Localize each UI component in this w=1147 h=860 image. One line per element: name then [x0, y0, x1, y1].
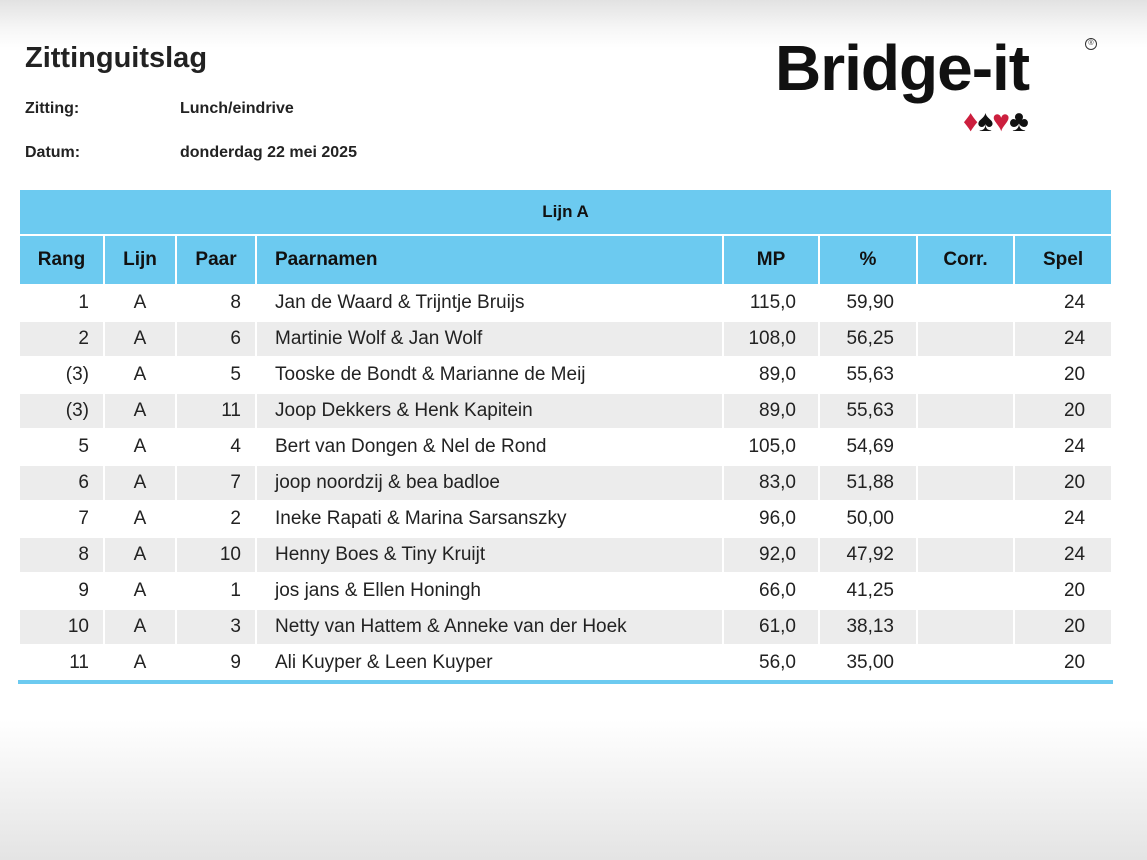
cell-paarnamen: Tooske de Bondt & Marianne de Meij — [256, 357, 723, 393]
card-suits — [963, 104, 1028, 140]
cell-corr — [917, 393, 1014, 429]
cell-spel: 20 — [1014, 573, 1112, 609]
cell-spel: 20 — [1014, 645, 1112, 682]
cell-rang: 1 — [19, 285, 104, 321]
table-row — [19, 537, 1112, 573]
cell-corr — [917, 501, 1014, 537]
table-row — [19, 609, 1112, 645]
cell-percent: 54,69 — [819, 429, 917, 465]
date-label: Datum: — [25, 144, 81, 161]
club-icon: ♣ — [1009, 105, 1028, 138]
cell-rang: (3) — [19, 357, 104, 393]
col-header-lijn: Lijn — [104, 235, 176, 285]
cell-corr — [917, 645, 1014, 682]
table-row — [19, 429, 1112, 465]
cell-mp: 115,0 — [723, 285, 819, 321]
cell-rang: 8 — [19, 537, 104, 573]
cell-corr — [917, 285, 1014, 321]
registered-mark: ® — [1085, 38, 1097, 50]
cell-rang: 7 — [19, 501, 104, 537]
cell-rang: 5 — [19, 429, 104, 465]
cell-paar: 7 — [176, 465, 256, 501]
cell-paarnamen: Joop Dekkers & Henk Kapitein — [256, 393, 723, 429]
cell-spel: 20 — [1014, 609, 1112, 645]
cell-paar: 6 — [176, 321, 256, 357]
cell-mp: 92,0 — [723, 537, 819, 573]
cell-lijn: A — [104, 573, 176, 609]
cell-mp: 108,0 — [723, 321, 819, 357]
cell-paarnamen: Henny Boes & Tiny Kruijt — [256, 537, 723, 573]
results-body — [19, 285, 1112, 682]
table-row — [19, 285, 1112, 321]
cell-paarnamen: Bert van Dongen & Nel de Rond — [256, 429, 723, 465]
cell-paar: 9 — [176, 645, 256, 682]
cell-percent: 51,88 — [819, 465, 917, 501]
cell-mp: 105,0 — [723, 429, 819, 465]
cell-lijn: A — [104, 645, 176, 682]
cell-mp: 89,0 — [723, 357, 819, 393]
cell-rang: 9 — [19, 573, 104, 609]
diamond-icon: ♦ — [963, 105, 978, 138]
cell-spel: 20 — [1014, 393, 1112, 429]
cell-mp: 96,0 — [723, 501, 819, 537]
cell-spel: 24 — [1014, 429, 1112, 465]
col-header-spel: Spel — [1014, 235, 1112, 285]
cell-paarnamen: Martinie Wolf & Jan Wolf — [256, 321, 723, 357]
cell-lijn: A — [104, 285, 176, 321]
cell-spel: 24 — [1014, 537, 1112, 573]
line-title: Lijn A — [19, 189, 1112, 235]
cell-rang: 11 — [19, 645, 104, 682]
cell-mp: 56,0 — [723, 645, 819, 682]
col-header-paar: Paar — [176, 235, 256, 285]
cell-percent: 47,92 — [819, 537, 917, 573]
cell-rang: (3) — [19, 393, 104, 429]
cell-spel: 20 — [1014, 465, 1112, 501]
table-row — [19, 357, 1112, 393]
cell-paar: 8 — [176, 285, 256, 321]
session-label: Zitting: — [25, 100, 80, 117]
cell-paarnamen: Netty van Hattem & Anneke van der Hoek — [256, 609, 723, 645]
cell-percent: 38,13 — [819, 609, 917, 645]
cell-corr — [917, 573, 1014, 609]
cell-corr — [917, 465, 1014, 501]
cell-percent: 35,00 — [819, 645, 917, 682]
table-row — [19, 465, 1112, 501]
cell-mp: 61,0 — [723, 609, 819, 645]
cell-rang: 6 — [19, 465, 104, 501]
cell-spel: 24 — [1014, 501, 1112, 537]
results-table — [18, 188, 1113, 684]
cell-lijn: A — [104, 609, 176, 645]
cell-paar: 3 — [176, 609, 256, 645]
cell-percent: 59,90 — [819, 285, 917, 321]
cell-mp: 66,0 — [723, 573, 819, 609]
cell-spel: 20 — [1014, 357, 1112, 393]
cell-percent: 55,63 — [819, 357, 917, 393]
cell-lijn: A — [104, 501, 176, 537]
cell-corr — [917, 609, 1014, 645]
column-header-row — [19, 235, 1112, 285]
cell-percent: 41,25 — [819, 573, 917, 609]
cell-paar: 1 — [176, 573, 256, 609]
page-title: Zittinguitslag — [25, 42, 208, 74]
table-row — [19, 501, 1112, 537]
cell-paar: 5 — [176, 357, 256, 393]
cell-paar: 11 — [176, 393, 256, 429]
col-header-mp: MP — [723, 235, 819, 285]
cell-percent: 50,00 — [819, 501, 917, 537]
cell-corr — [917, 537, 1014, 573]
cell-lijn: A — [104, 357, 176, 393]
cell-mp: 83,0 — [723, 465, 819, 501]
col-header-paarnamen: Paarnamen — [256, 235, 723, 285]
cell-lijn: A — [104, 429, 176, 465]
col-header-corr: Corr. — [917, 235, 1014, 285]
spade-icon: ♠ — [977, 105, 993, 138]
cell-paar: 2 — [176, 501, 256, 537]
cell-rang: 2 — [19, 321, 104, 357]
table-row — [19, 321, 1112, 357]
cell-spel: 24 — [1014, 285, 1112, 321]
cell-paar: 10 — [176, 537, 256, 573]
cell-corr — [917, 429, 1014, 465]
cell-rang: 10 — [19, 609, 104, 645]
cell-paarnamen: Ali Kuyper & Leen Kuyper — [256, 645, 723, 682]
col-header-percent: % — [819, 235, 917, 285]
cell-lijn: A — [104, 393, 176, 429]
table-row — [19, 393, 1112, 429]
table-row — [19, 573, 1112, 609]
cell-lijn: A — [104, 321, 176, 357]
cell-lijn: A — [104, 465, 176, 501]
heart-icon: ♥ — [992, 105, 1010, 138]
cell-percent: 56,25 — [819, 321, 917, 357]
logo-wordmark: Bridge-it — [775, 32, 1030, 104]
cell-spel: 24 — [1014, 321, 1112, 357]
session-value: Lunch/eindrive — [180, 100, 294, 117]
cell-lijn: A — [104, 537, 176, 573]
cell-corr — [917, 357, 1014, 393]
cell-percent: 55,63 — [819, 393, 917, 429]
table-row — [19, 645, 1112, 682]
cell-corr — [917, 321, 1014, 357]
cell-paarnamen: Jan de Waard & Trijntje Bruijs — [256, 285, 723, 321]
cell-paar: 4 — [176, 429, 256, 465]
cell-paarnamen: jos jans & Ellen Honingh — [256, 573, 723, 609]
date-value: donderdag 22 mei 2025 — [180, 144, 357, 161]
col-header-rang: Rang — [19, 235, 104, 285]
cell-mp: 89,0 — [723, 393, 819, 429]
cell-paarnamen: Ineke Rapati & Marina Sarsanszky — [256, 501, 723, 537]
bridge-it-logo — [775, 30, 1105, 145]
cell-paarnamen: joop noordzij & bea badloe — [256, 465, 723, 501]
